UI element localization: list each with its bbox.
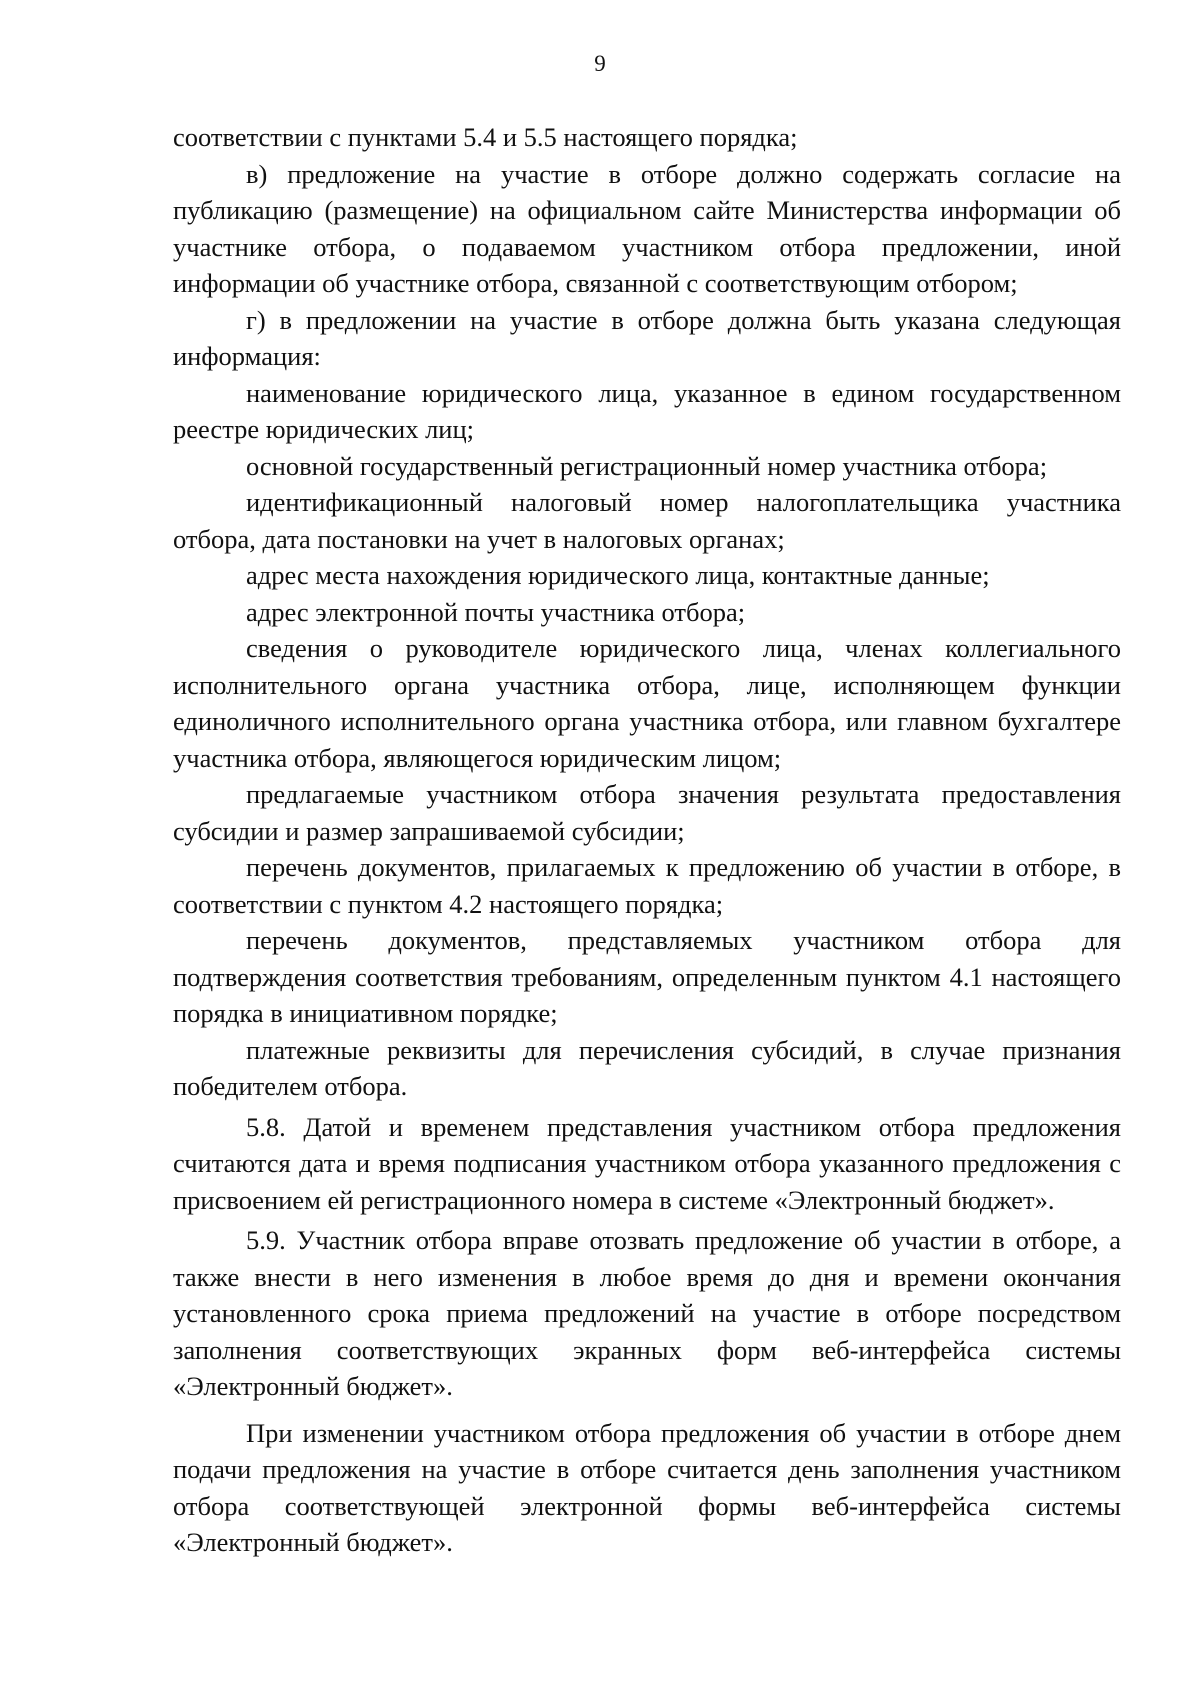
page-number: 9 <box>594 51 606 76</box>
paragraph-info-email: адрес электронной почты участника отбора; <box>246 596 746 627</box>
paragraph-clause-5-9: 5.9. Участник отбора вправе отозвать предложение об участии в отборе, а также внести в него изменения в любое время до дня и времени окончания установленного срока приема предложений на участие в отборе посредством заполнения соответствующих экранных форм веб-интерфейса системы «Электронный бюджет». <box>173 1225 1121 1401</box>
paragraph-continuation: соответствии с пунктами 5.4 и 5.5 настоящего порядка; <box>173 122 798 152</box>
paragraph-info-ogrn: основной государственный регистрационный номер участника отбора; <box>246 450 1048 481</box>
paragraph-info-payment-details: платежные реквизиты для перечисления субсидий, в случае признания победителем отбора. <box>173 1034 1121 1101</box>
paragraph-info-result-values: предлагаемые участником отбора значения результата предоставления субсидии и размер запрашиваемой субсидии; <box>173 779 1121 846</box>
paragraph-info-management: сведения о руководителе юридического лица, членах коллегиального исполнительного органа участника отбора, лице, исполняющем функции единоличного исполнительного органа участника отбора, или главном бухгалтере участника отбора, являющегося юридическим лицом; <box>173 633 1121 773</box>
paragraph-clause-5-8: 5.8. Датой и временем представления участником отбора предложения считаются дата и время подписания участником отбора указанного предложения с присвоением ей регистрационного номера в системе «Электронный бюджет». <box>173 1111 1121 1215</box>
paragraph-info-compliance-docs: перечень документов, представляемых участником отбора для подтверждения соответствия требованиям, определенным пунктом 4.1 настоящего порядка в инициативном порядке; <box>173 925 1121 1028</box>
paragraph-item-v: в) предложение на участие в отборе должно содержать согласие на публикацию (размещение) на официальном сайте Министерства информации об участнике отбора, о подаваемом участником отбора предложении, иной информации об участнике отбора, связанной с соответствующим отбором; <box>173 158 1121 298</box>
paragraph-info-legal-name: наименование юридического лица, указанное в едином государственном реестре юридических лиц; <box>173 377 1121 444</box>
paragraph-info-address: адрес места нахождения юридического лица, контактные данные; <box>246 560 990 590</box>
document-body <box>173 119 1121 1561</box>
paragraph-info-inn: идентификационный налоговый номер налогоплательщика участника отбора, дата постановки на учет в налоговых органах; <box>173 487 1121 554</box>
paragraph-info-attached-docs: перечень документов, прилагаемых к предложению об участии в отборе, в соответствии с пунктом 4.2 настоящего порядка; <box>173 852 1121 919</box>
paragraph-item-g: г) в предложении на участие в отборе должна быть указана следующая информация: <box>173 304 1121 371</box>
paragraph-change-submission: При изменении участником отбора предложения об участии в отборе днем подачи предложения на участие в отборе считается день заполнения участником отбора соответствующей электронной формы веб-интерфейса системы «Электронный бюджет». <box>173 1417 1121 1557</box>
